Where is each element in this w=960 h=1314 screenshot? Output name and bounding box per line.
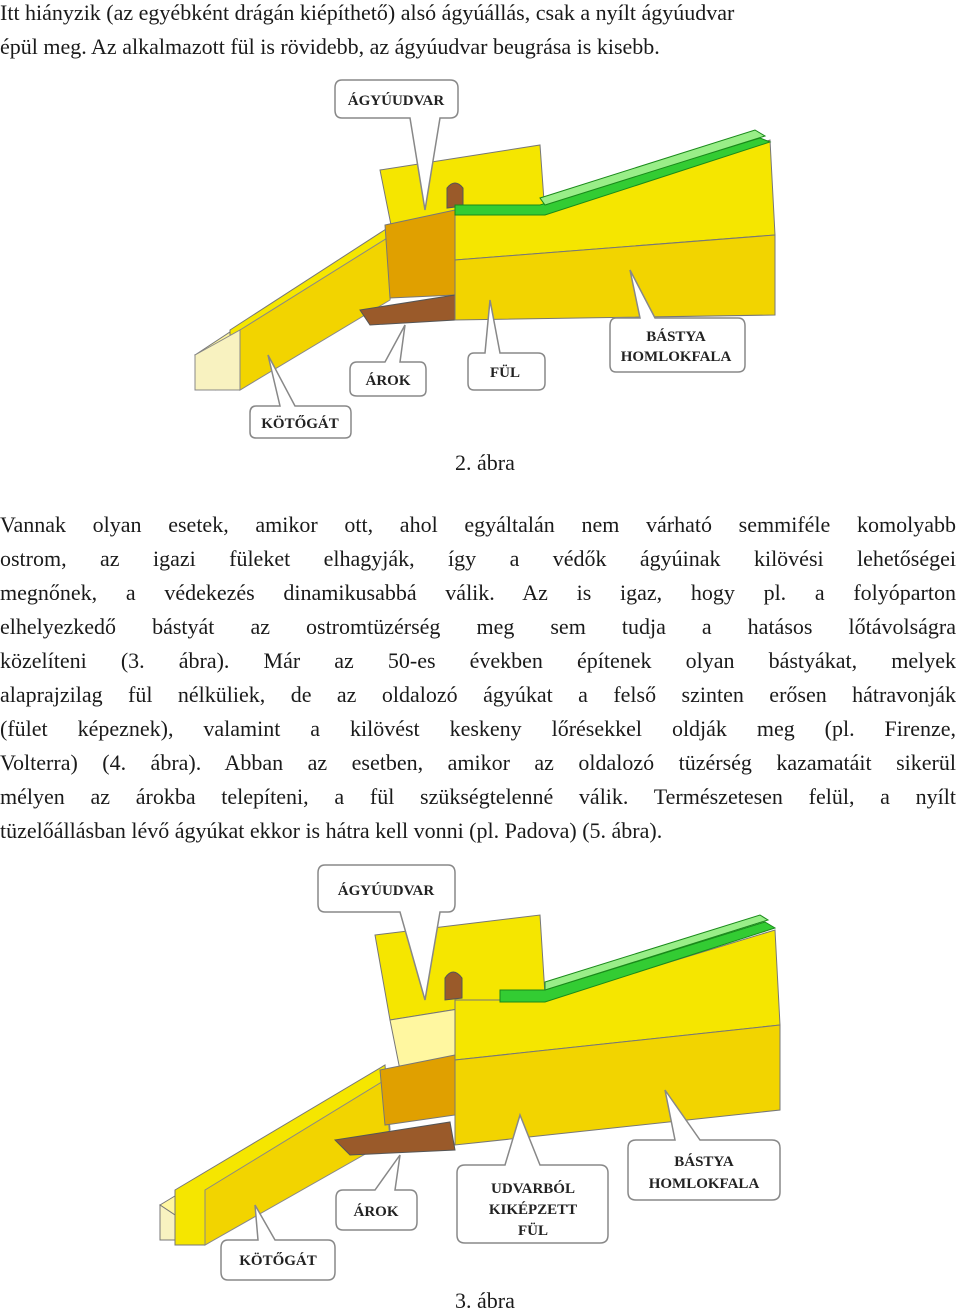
text-line: tüzelőállásban lévő ágyúkat ekkor is hátra kell vonni (pl. Padova) (5. ábra). — [0, 818, 663, 843]
label-udvar-line3: FÜL — [518, 1223, 548, 1239]
label-udvar-line2: KIKÉPZETT — [488, 1202, 578, 1218]
text-line: közelíteni (3. ábra). Már az 50-es években építenek olyan bástyákat, melyek — [0, 648, 956, 673]
gun-court-door — [447, 183, 463, 208]
label-udvar-line1: UDVARBÓL — [491, 1181, 575, 1197]
label-bastya-line1: BÁSTYA — [674, 1154, 734, 1170]
text-line: Volterra) (4. ábra). Abban az esetben, amikor az oldalozó tüzérség kazamatáit sikerül — [0, 750, 956, 775]
text-line: elhelyezkedő bástyát az ostromtüzérség meg sem tudja a hatásos lőtávolságra — [0, 614, 956, 639]
callout-arok — [336, 1155, 417, 1230]
label-kotogat: KÖTŐGÁT — [261, 416, 339, 432]
text-line: épül meg. Az alkalmazott fül is rövidebb, az ágyúudvar beugrása is kisebb. — [0, 34, 660, 59]
gun-court-door — [445, 972, 462, 1000]
text-line: Vannak olyan esetek, amikor ott, ahol egyáltalán nem várható semmiféle komolyabb — [0, 512, 956, 537]
text-line: alaprajzilag fül nélküliek, de az oldalozó ágyúkat a felső szinten erősen hátravonják — [0, 682, 956, 707]
figure-2-caption: 2. ábra — [455, 450, 515, 475]
label-ful: FÜL — [490, 365, 520, 381]
label-bastya-line1: BÁSTYA — [646, 329, 706, 345]
label-arok: ÁROK — [365, 373, 411, 389]
figure-3-bastion-diagram — [0, 860, 960, 1285]
figure-2-bastion-diagram — [0, 70, 960, 450]
label-agyuudvar: ÁGYÚUDVAR — [347, 93, 445, 109]
curtain-wall-face — [195, 330, 240, 390]
text-line: (fület képeznek), valamint a kilövést keskeny lőrésekkel oldják meg (pl. Firenze, — [0, 716, 956, 741]
text-line: mélyen az árokba telepíteni, a fül szükségtelenné válik. Természetesen felül, a nyílt — [0, 784, 956, 809]
text-line: Itt hiányzik (az egyébként drágán kiépíthető) alsó ágyúállás, csak a nyílt ágyúudvar — [0, 0, 735, 25]
label-bastya-line2: HOMLOKFALA — [620, 349, 732, 365]
label-kotogat: KÖTŐGÁT — [239, 1253, 317, 1269]
figure-3-caption: 3. ábra — [455, 1288, 515, 1313]
callout-arok — [350, 325, 426, 396]
text-line: megnőnek, a védekezés dinamikusabbá válik. Az is igaz, hogy pl. a folyóparton — [0, 580, 956, 605]
flank-face — [385, 210, 455, 298]
label-arok: ÁROK — [353, 1204, 399, 1220]
body-paragraph — [0, 508, 956, 848]
intro-paragraph — [0, 0, 956, 64]
flank-face — [380, 1055, 455, 1125]
text-line: ostrom, az igazi füleket elhagyják, így a védők ágyúinak kilövési lehetőségei — [0, 546, 956, 571]
label-agyuudvar: ÁGYÚUDVAR — [337, 883, 435, 899]
label-bastya-line2: HOMLOKFALA — [648, 1176, 760, 1192]
